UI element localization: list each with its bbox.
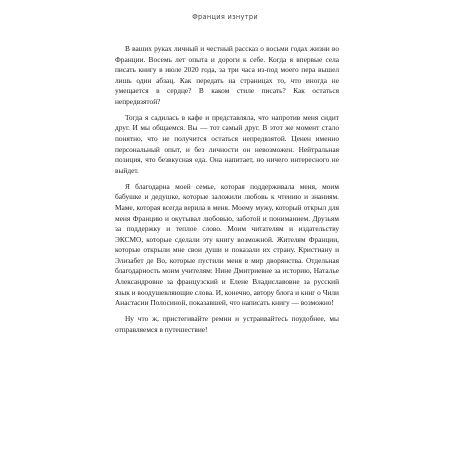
paragraph-gratitude: Я благодарна моей семье, которая поддерживала меня, моим бабушке и дедушке, которые заложили любовь к чтению и знаниям. Маме, которая всегда верила в меня. Моему мужу, который открыл для меня Францию и окутывал любовью, заботой и пониманием. Друзьям за поддержку и теплое слово. Моим читателям и издательству ЭКСМО, которые сделали эту книгу возможной. Жителям Франции, которые открыли мне свои души и показали их страну. Кристиану и Элизабет де Во, которые пустили меня в мир дворянства. Отдельная благодарность моим учителям: Нине Дмитриевне за историю, Наталье Александровне за французский и Елене Владиславовне за русский язык и воодушевляющие слова. И, конечно, автору блога и книг о Чили Анастасии Полосиной, показавшей, что написать книгу — возможно! xyxy=(115,181,339,308)
running-header: Франция изнутри xyxy=(192,13,258,21)
body-text xyxy=(115,44,339,335)
paragraph-intro: В ваших руках личный и честный рассказ о восьми годах жизни во Франции. Восемь лет опыта и дороги к себе. Когда я впервые села писать книгу в июле 2020 года, за три часа из-под моего пера вышел лишь один абзац. Как передать на страницах то, что иногда не умещается в сердце? В каком стиле писать? Как остаться непредвзятой? xyxy=(115,44,339,106)
paragraph-closing: Ну что ж, пристегивайте ремни и устраивайтесь поудобнее, мы отправляемся в путешествие! xyxy=(115,314,339,334)
paragraph-cafe: Тогда я садилась в кафе и представляла, что напротив меня сидит друг. И мы общаемся. Вы — тот самый друг. В этот же момент стало понятно, что не получится остаться непредвзятой. Ценен именно персональный опыт, и без личности он невозможен. Нейтральная позиция, что безвкусная еда. Она напитает, но ничего интересного не выйдет. xyxy=(115,112,339,175)
